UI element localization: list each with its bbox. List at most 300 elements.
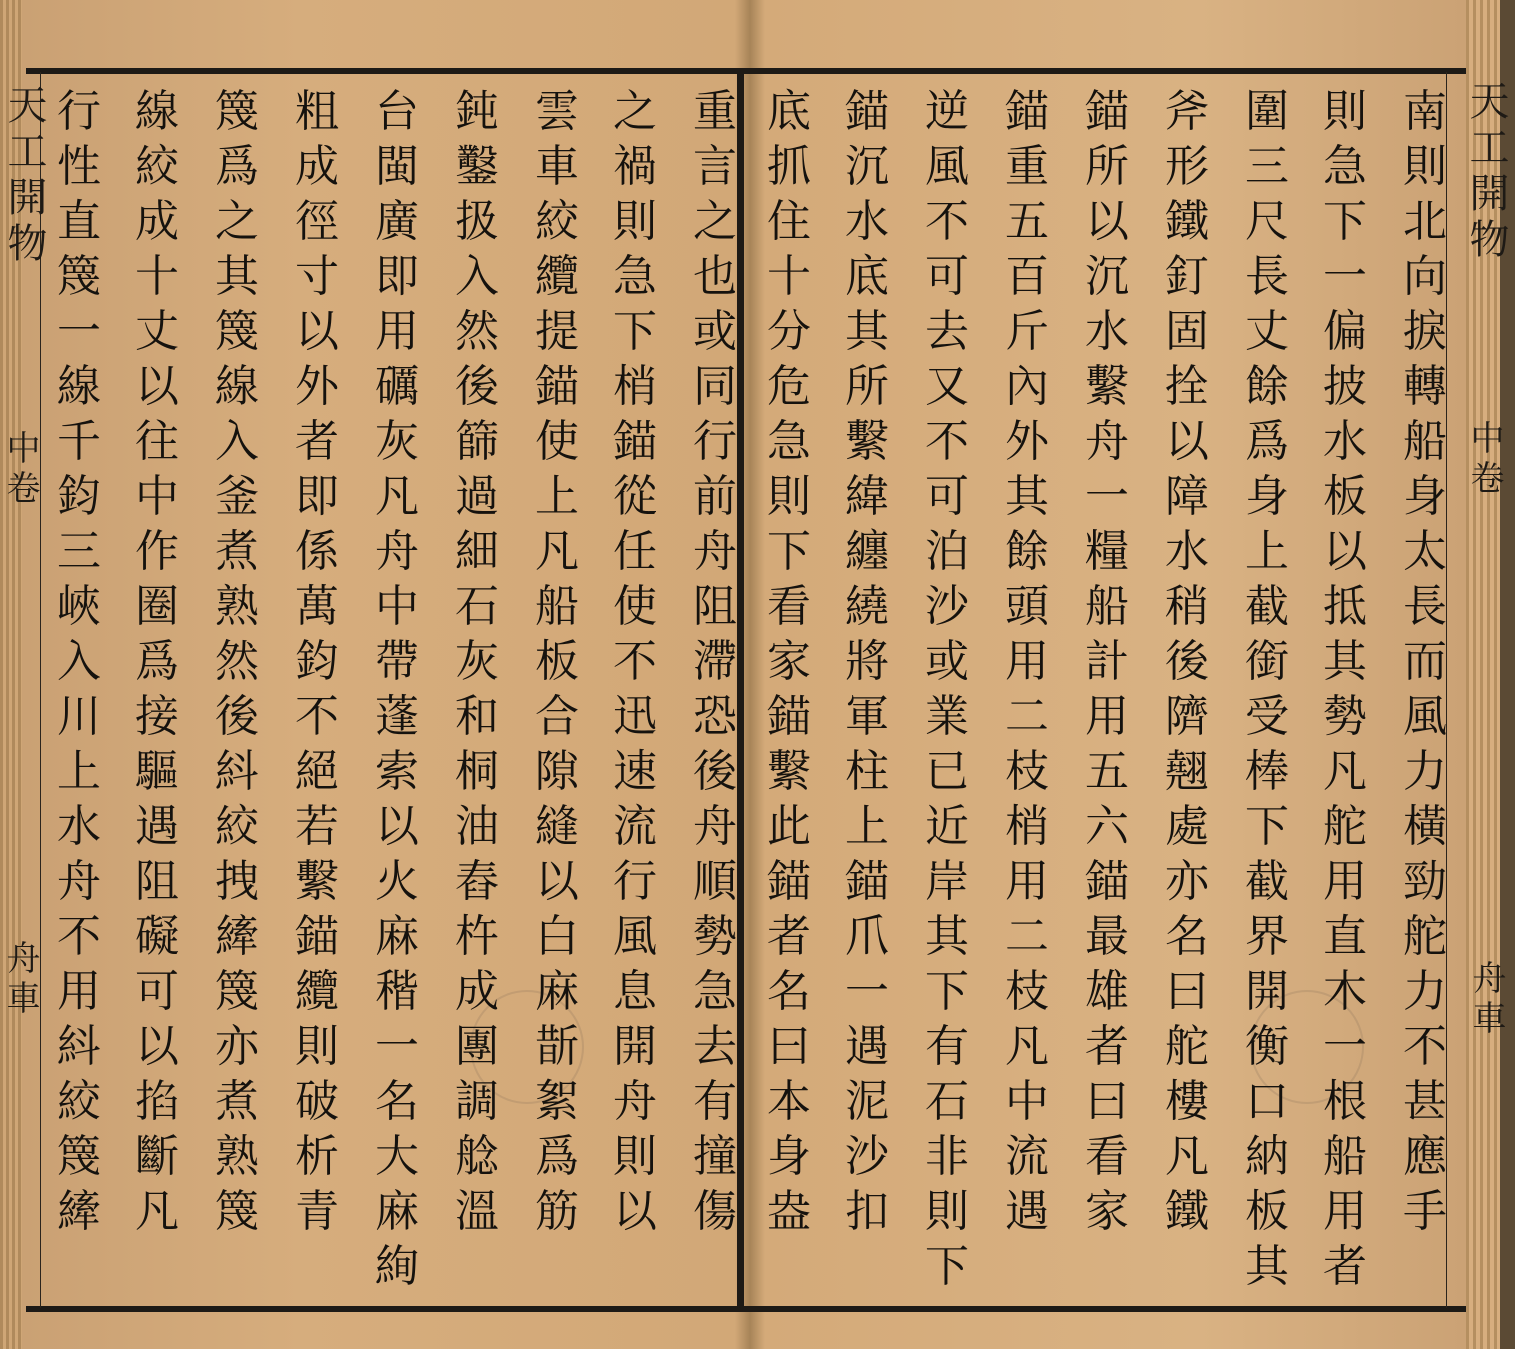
character: 錨 — [295, 911, 339, 962]
character: 往 — [135, 416, 179, 467]
character: 篾 — [215, 1186, 259, 1237]
character: 禍 — [613, 141, 657, 192]
character: 拴 — [1165, 361, 1209, 412]
character: 滯 — [693, 636, 737, 687]
character: 盎 — [767, 1186, 811, 1237]
character: 流 — [1005, 1131, 1049, 1182]
character: 遇 — [135, 801, 179, 852]
character: 稭 — [375, 966, 419, 1017]
character: 纜 — [295, 966, 339, 1017]
character: 太 — [1403, 526, 1447, 577]
character: 水 — [1323, 416, 1367, 467]
character: 障 — [1165, 471, 1209, 522]
character: 逆 — [925, 86, 969, 137]
character: 中 — [375, 581, 419, 632]
character: 稍 — [1165, 581, 1209, 632]
character: 開 — [1245, 966, 1289, 1017]
text-column — [287, 84, 347, 1239]
character: 錨 — [845, 86, 889, 137]
character: 上 — [57, 746, 101, 797]
character: 其 — [215, 251, 259, 302]
character: 隮 — [1165, 691, 1209, 742]
character: 廣 — [375, 196, 419, 247]
character: 下 — [613, 306, 657, 357]
character: 斮 — [535, 1021, 579, 1072]
character: 煮 — [215, 526, 259, 577]
character: 桐 — [455, 746, 499, 797]
character: 木 — [1323, 966, 1367, 1017]
right-margin-volume: 中卷 — [1464, 420, 1504, 500]
character: 錨 — [767, 691, 811, 742]
character: 行 — [57, 86, 101, 137]
character: 長 — [1403, 581, 1447, 632]
character: 拽 — [215, 856, 259, 907]
character: 篩 — [455, 416, 499, 467]
character: 台 — [375, 86, 419, 137]
character: 爪 — [845, 911, 889, 962]
character: 底 — [845, 251, 889, 302]
character: 身 — [767, 1131, 811, 1182]
character: 舵 — [1323, 801, 1367, 852]
character: 以 — [1323, 526, 1367, 577]
character: 披 — [1323, 361, 1367, 412]
character: 成 — [295, 141, 339, 192]
character: 行 — [693, 416, 737, 467]
character: 圍 — [1245, 86, 1289, 137]
character: 直 — [1323, 911, 1367, 962]
character: 用 — [1005, 636, 1049, 687]
character: 沉 — [845, 141, 889, 192]
character: 柱 — [845, 746, 889, 797]
character: 泊 — [925, 526, 969, 577]
character: 錨 — [1005, 86, 1049, 137]
character: 係 — [295, 526, 339, 577]
character: 前 — [693, 471, 737, 522]
character: 有 — [925, 1021, 969, 1072]
character: 急 — [767, 416, 811, 467]
character: 鈍 — [455, 86, 499, 137]
character: 則 — [613, 196, 657, 247]
character: 五 — [1085, 746, 1129, 797]
character: 百 — [1005, 251, 1049, 302]
character: 外 — [295, 361, 339, 412]
character: 而 — [1403, 636, 1447, 687]
character: 然 — [215, 636, 259, 687]
character: 麻 — [375, 1186, 419, 1237]
character: 其 — [1245, 1241, 1289, 1292]
character: 急 — [693, 966, 737, 1017]
text-column — [759, 84, 819, 1239]
character: 凡 — [375, 471, 419, 522]
top-border-rule — [26, 68, 1466, 74]
character: 外 — [1005, 416, 1049, 467]
character: 絕 — [295, 746, 339, 797]
character: 言 — [693, 141, 737, 192]
character: 若 — [295, 801, 339, 852]
character: 以 — [135, 1021, 179, 1072]
character: 沙 — [845, 1131, 889, 1182]
character: 繞 — [845, 581, 889, 632]
character: 遇 — [1005, 1186, 1049, 1237]
character: 板 — [1323, 471, 1367, 522]
character: 雄 — [1085, 966, 1129, 1017]
character: 餘 — [1245, 361, 1289, 412]
character: 絞 — [215, 801, 259, 852]
character: 三 — [57, 526, 101, 577]
character: 一 — [1323, 1021, 1367, 1072]
character: 沉 — [1085, 251, 1129, 302]
character: 合 — [535, 691, 579, 742]
character: 順 — [693, 856, 737, 907]
character: 紏 — [57, 1021, 101, 1072]
character: 梢 — [613, 361, 657, 412]
character: 析 — [295, 1131, 339, 1182]
character: 舟 — [375, 526, 419, 577]
text-column — [1157, 84, 1217, 1239]
character: 緯 — [845, 471, 889, 522]
character: 絞 — [135, 141, 179, 192]
text-column — [1315, 84, 1375, 1294]
character: 業 — [925, 691, 969, 742]
character: 去 — [925, 306, 969, 357]
character: 名 — [767, 966, 811, 1017]
character: 從 — [613, 471, 657, 522]
character: 下 — [925, 1241, 969, 1292]
character: 雲 — [535, 86, 579, 137]
character: 丈 — [135, 306, 179, 357]
character: 力 — [1403, 966, 1447, 1017]
character: 勢 — [1323, 691, 1367, 742]
character: 阻 — [135, 856, 179, 907]
character: 六 — [1085, 801, 1129, 852]
character: 破 — [295, 1076, 339, 1127]
character: 纏 — [845, 526, 889, 577]
character: 不 — [295, 691, 339, 742]
character: 錨 — [613, 416, 657, 467]
character: 煮 — [215, 1076, 259, 1127]
character: 成 — [135, 196, 179, 247]
character: 過 — [455, 471, 499, 522]
character: 石 — [925, 1076, 969, 1127]
character: 迅 — [613, 691, 657, 742]
character: 者 — [295, 416, 339, 467]
character: 風 — [1403, 691, 1447, 742]
character: 底 — [767, 86, 811, 137]
character: 錨 — [767, 856, 811, 907]
character: 轉 — [1403, 361, 1447, 412]
character: 南 — [1403, 86, 1447, 137]
character: 計 — [1085, 636, 1129, 687]
character: 繫 — [845, 416, 889, 467]
character: 亦 — [1165, 856, 1209, 907]
left-margin-title: 天工開物 — [1, 84, 47, 268]
bottom-border-rule — [26, 1306, 1466, 1312]
character: 三 — [1245, 141, 1289, 192]
character: 梢 — [1005, 801, 1049, 852]
character: 岸 — [925, 856, 969, 907]
character: 開 — [613, 1021, 657, 1072]
character: 流 — [613, 801, 657, 852]
right-margin-chapter: 舟車 — [1466, 960, 1506, 1040]
character: 撞 — [693, 1131, 737, 1182]
character: 五 — [1005, 196, 1049, 247]
character: 下 — [1323, 196, 1367, 247]
character: 者 — [1323, 1241, 1367, 1292]
character: 釘 — [1165, 251, 1209, 302]
character: 重 — [1005, 141, 1049, 192]
character: 急 — [613, 251, 657, 302]
character: 然 — [455, 306, 499, 357]
character: 身 — [1403, 471, 1447, 522]
character: 即 — [295, 471, 339, 522]
character: 用 — [1085, 691, 1129, 742]
text-column — [1395, 84, 1455, 1239]
character: 使 — [613, 581, 657, 632]
character: 火 — [375, 856, 419, 907]
character: 筋 — [535, 1186, 579, 1237]
right-margin-title: 天工開物 — [1463, 80, 1509, 264]
character: 川 — [57, 691, 101, 742]
character: 和 — [455, 691, 499, 742]
character: 之 — [613, 86, 657, 137]
character: 向 — [1403, 251, 1447, 302]
character: 後 — [455, 361, 499, 412]
character: 沙 — [925, 581, 969, 632]
character: 鑿 — [455, 141, 499, 192]
character: 篾 — [57, 1131, 101, 1182]
character: 所 — [1085, 141, 1129, 192]
character: 蓬 — [375, 691, 419, 742]
character: 偏 — [1323, 306, 1367, 357]
character: 線 — [57, 361, 101, 412]
character: 傷 — [693, 1186, 737, 1237]
character: 篾 — [215, 86, 259, 137]
character: 下 — [1245, 801, 1289, 852]
character: 一 — [57, 306, 101, 357]
character: 則 — [767, 471, 811, 522]
character: 水 — [1085, 306, 1129, 357]
character: 恐 — [693, 691, 737, 742]
character: 去 — [693, 1021, 737, 1072]
character: 絮 — [535, 1076, 579, 1127]
character: 非 — [925, 1131, 969, 1182]
character: 任 — [613, 526, 657, 577]
character: 用 — [1005, 856, 1049, 907]
character: 舟 — [613, 1076, 657, 1127]
character: 根 — [1323, 1076, 1367, 1127]
character: 下 — [925, 966, 969, 1017]
text-column — [837, 84, 897, 1239]
character: 身 — [1245, 471, 1289, 522]
character: 即 — [375, 251, 419, 302]
character: 遇 — [845, 1021, 889, 1072]
text-column — [447, 84, 507, 1239]
character: 中 — [1005, 1076, 1049, 1127]
character: 水 — [1165, 526, 1209, 577]
character: 一 — [845, 966, 889, 1017]
character: 凡 — [135, 1186, 179, 1237]
character: 凡 — [535, 526, 579, 577]
character: 線 — [135, 86, 179, 137]
character: 凡 — [1005, 1021, 1049, 1072]
character: 其 — [1323, 636, 1367, 687]
character: 閩 — [375, 141, 419, 192]
character: 處 — [1165, 801, 1209, 852]
character: 用 — [1323, 856, 1367, 907]
character: 調 — [455, 1076, 499, 1127]
character: 麻 — [535, 966, 579, 1017]
character: 餘 — [1005, 526, 1049, 577]
character: 縫 — [535, 801, 579, 852]
character: 入 — [455, 251, 499, 302]
character: 用 — [57, 966, 101, 1017]
character: 艌 — [455, 1131, 499, 1182]
character: 入 — [215, 416, 259, 467]
character: 帶 — [375, 636, 419, 687]
character: 成 — [455, 966, 499, 1017]
character: 以 — [135, 361, 179, 412]
character: 不 — [1403, 1021, 1447, 1072]
character: 長 — [1245, 251, 1289, 302]
character: 曰 — [767, 1021, 811, 1072]
character: 凡 — [1165, 1131, 1209, 1182]
character: 以 — [613, 1186, 657, 1237]
character: 勁 — [1403, 856, 1447, 907]
character: 內 — [1005, 361, 1049, 412]
character: 後 — [215, 691, 259, 742]
character: 細 — [455, 526, 499, 577]
character: 白 — [535, 911, 579, 962]
text-column — [605, 84, 665, 1239]
character: 近 — [925, 801, 969, 852]
character: 則 — [613, 1131, 657, 1182]
character: 將 — [845, 636, 889, 687]
character: 形 — [1165, 141, 1209, 192]
character: 二 — [1005, 691, 1049, 742]
character: 已 — [925, 746, 969, 797]
character: 或 — [925, 636, 969, 687]
character: 力 — [1403, 746, 1447, 797]
character: 舵 — [1165, 1021, 1209, 1072]
character: 枝 — [1005, 966, 1049, 1017]
character: 油 — [455, 801, 499, 852]
character: 絞 — [57, 1076, 101, 1127]
character: 曰 — [1165, 966, 1209, 1017]
character: 界 — [1245, 911, 1289, 962]
character: 重 — [693, 86, 737, 137]
character: 家 — [767, 636, 811, 687]
character: 絢 — [375, 1241, 419, 1292]
character: 鈞 — [57, 471, 101, 522]
character: 斤 — [1005, 306, 1049, 357]
character: 船 — [1085, 581, 1129, 632]
character: 看 — [1085, 1131, 1129, 1182]
character: 扱 — [455, 196, 499, 247]
character: 鈞 — [295, 636, 339, 687]
character: 纜 — [535, 251, 579, 302]
character: 則 — [1323, 86, 1367, 137]
character: 繫 — [295, 856, 339, 907]
character: 抵 — [1323, 581, 1367, 632]
character: 上 — [535, 471, 579, 522]
character: 千 — [57, 416, 101, 467]
character: 舂 — [455, 856, 499, 907]
character: 繫 — [1085, 361, 1129, 412]
character: 舟 — [57, 856, 101, 907]
character: 直 — [57, 196, 101, 247]
character: 性 — [57, 141, 101, 192]
character: 口 — [1245, 1076, 1289, 1127]
character: 枝 — [1005, 746, 1049, 797]
character: 舟 — [693, 526, 737, 577]
character: 則 — [925, 1186, 969, 1237]
character: 峽 — [57, 581, 101, 632]
character: 礪 — [375, 361, 419, 412]
character: 入 — [57, 636, 101, 687]
character: 縴 — [215, 911, 259, 962]
character: 名 — [375, 1076, 419, 1127]
character: 礙 — [135, 911, 179, 962]
character: 灰 — [375, 416, 419, 467]
character: 衡 — [1245, 1021, 1289, 1072]
character: 以 — [1085, 196, 1129, 247]
character: 石 — [455, 581, 499, 632]
character: 其 — [925, 911, 969, 962]
character: 篾 — [57, 251, 101, 302]
text-column — [367, 84, 427, 1294]
character: 釜 — [215, 471, 259, 522]
character: 舵 — [1403, 911, 1447, 962]
character: 爲 — [535, 1131, 579, 1182]
character: 北 — [1403, 196, 1447, 247]
character: 軍 — [845, 691, 889, 742]
character: 篾 — [215, 306, 259, 357]
text-column — [527, 84, 587, 1239]
character: 也 — [693, 251, 737, 302]
character: 船 — [1403, 416, 1447, 467]
character: 受 — [1245, 691, 1289, 742]
character: 熟 — [215, 581, 259, 632]
character: 作 — [135, 526, 179, 577]
character: 樓 — [1165, 1076, 1209, 1127]
character: 板 — [535, 636, 579, 687]
character: 以 — [535, 856, 579, 907]
character: 斧 — [1165, 86, 1209, 137]
character: 爲 — [1245, 416, 1289, 467]
character: 鐵 — [1165, 196, 1209, 247]
character: 速 — [613, 746, 657, 797]
character: 危 — [767, 361, 811, 412]
character: 麻 — [375, 911, 419, 962]
character: 名 — [1165, 911, 1209, 962]
character: 圈 — [135, 581, 179, 632]
character: 翹 — [1165, 746, 1209, 797]
character: 泥 — [845, 1076, 889, 1127]
text-column — [685, 84, 745, 1239]
character: 之 — [215, 196, 259, 247]
text-column — [49, 84, 109, 1239]
character: 以 — [1165, 416, 1209, 467]
character: 索 — [375, 746, 419, 797]
character: 則 — [295, 1021, 339, 1072]
character: 不 — [925, 196, 969, 247]
character: 板 — [1245, 1186, 1289, 1237]
character: 息 — [613, 966, 657, 1017]
character: 驅 — [135, 746, 179, 797]
character: 用 — [1323, 1186, 1367, 1237]
character: 上 — [1245, 526, 1289, 577]
character: 中 — [135, 471, 179, 522]
